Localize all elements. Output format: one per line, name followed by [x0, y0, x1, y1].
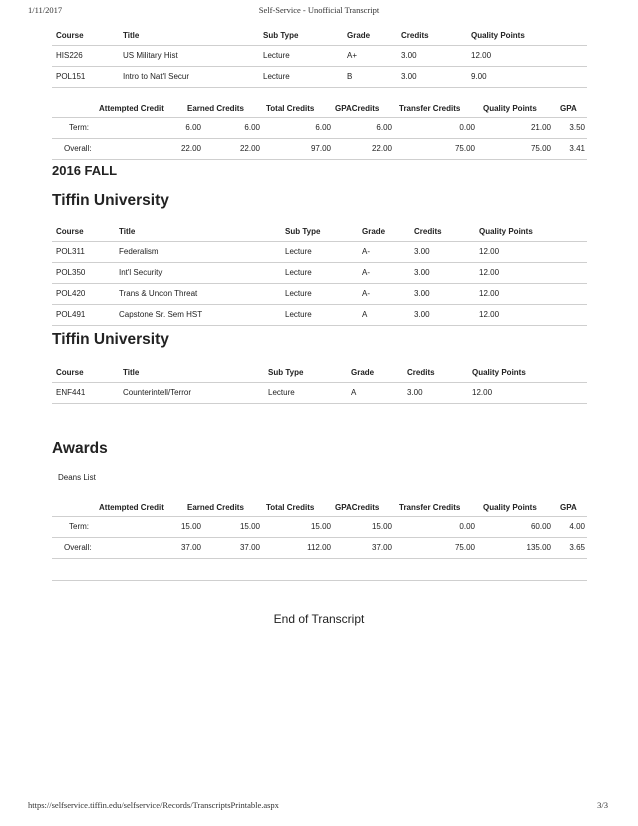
print-url: https://selfservice.tiffin.edu/selfservice/Records/TranscriptsPrintable.aspx	[28, 800, 279, 810]
table-row: POL151 Intro to Nat'l Secur Lecture B 3.00 9.00	[52, 67, 587, 88]
table-row: HIS226 US Military Hist Lecture A+ 3.00 12.00	[52, 46, 587, 67]
col-title: Title	[123, 31, 140, 40]
prev-stats-table	[52, 100, 587, 160]
table-header	[52, 26, 587, 46]
print-header	[0, 5, 638, 19]
table-row: POL420 Trans & Uncon Threat Lecture A- 3.00 12.00	[52, 284, 587, 305]
page-number: 3/3	[597, 800, 608, 810]
col-course: Course	[56, 31, 84, 40]
table-row: POL350 Int'l Security Lecture A- 3.00 12.00	[52, 263, 587, 284]
stats-header: Attempted Credit Earned Credits Total Credits GPACredits Transfer Credits Quality Points GPA	[52, 100, 587, 118]
stats-term-row: Term: 15.00 15.00 15.00 15.00 0.00 60.00 4.00	[52, 517, 587, 538]
col-quality-points: Quality Points	[471, 31, 525, 40]
university-heading: Tiffin University	[52, 331, 169, 348]
prev-course-table	[52, 26, 587, 88]
stats-overall-row: Overall: 37.00 37.00 112.00 37.00 75.00 135.00 3.65	[52, 538, 587, 559]
end-of-transcript: End of Transcript	[273, 612, 365, 626]
awards-heading: Awards	[52, 440, 108, 457]
stats-header: Attempted Credit Earned Credits Total Credits GPACredits Transfer Credits Quality Points GPA	[52, 499, 587, 517]
table-row: ENF441 Counterintell/Terror Lecture A 3.00 12.00	[52, 383, 587, 404]
stats-term-row: Term: 6.00 6.00 6.00 6.00 0.00 21.00 3.50	[52, 118, 587, 139]
table-header: Course Title Sub Type Grade Credits Quality Points	[52, 222, 587, 242]
table-row: POL491 Capstone Sr. Sem HST Lecture A 3.00 12.00	[52, 305, 587, 326]
print-date: 1/11/2017	[28, 5, 63, 15]
fall-stats-table	[52, 499, 587, 559]
fall-course-table	[52, 222, 587, 326]
fall-course-table-2	[52, 363, 587, 404]
col-grade: Grade	[347, 31, 371, 40]
col-credits: Credits	[401, 31, 429, 40]
stats-overall-row: Overall: 22.00 22.00 97.00 22.00 75.00 75.00 3.41	[52, 139, 587, 160]
table-row: POL311 Federalism Lecture A- 3.00 12.00	[52, 242, 587, 263]
print-footer	[0, 800, 638, 814]
print-title: Self-Service - Unofficial Transcript	[258, 5, 380, 15]
award-item: Deans List	[58, 473, 96, 482]
divider	[52, 580, 587, 581]
university-heading: Tiffin University	[52, 192, 169, 209]
col-subtype: Sub Type	[263, 31, 299, 40]
term-title: 2016 FALL	[52, 163, 118, 178]
table-header: Course Title Sub Type Grade Credits Quality Points	[52, 363, 587, 383]
